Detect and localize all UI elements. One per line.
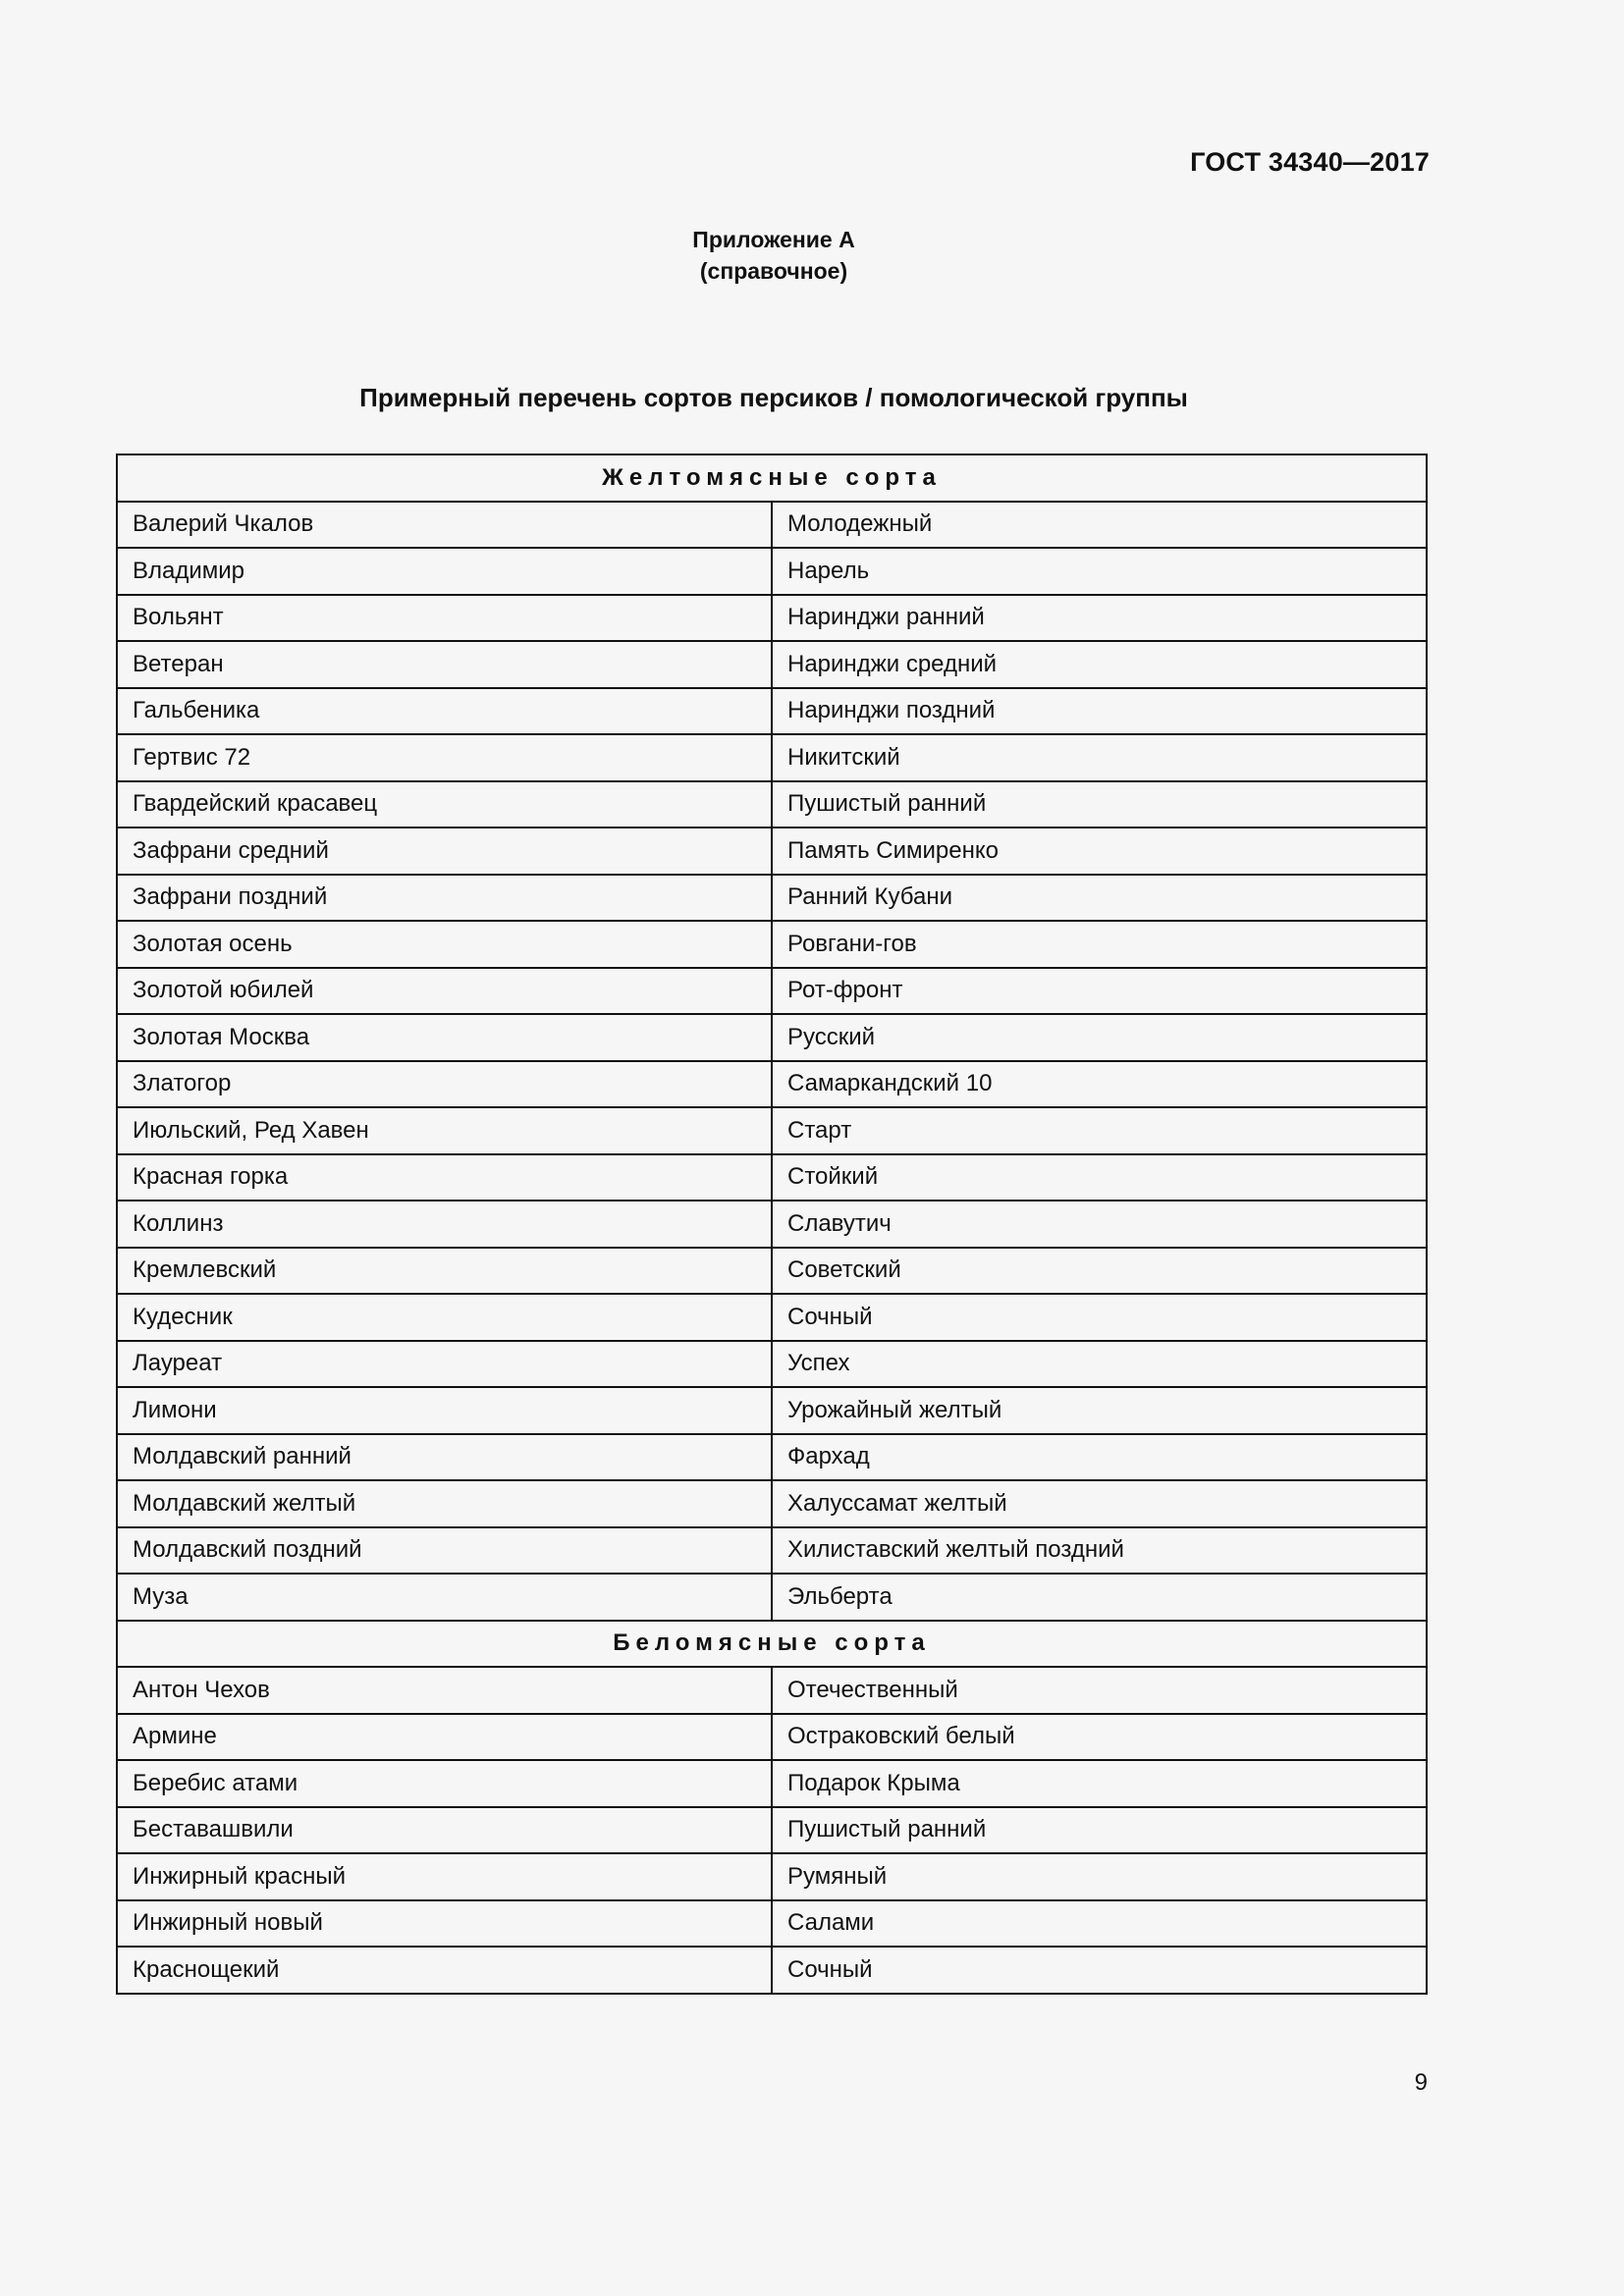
- variety-cell-left: Красная горка: [117, 1154, 772, 1201]
- variety-cell-right: Сочный: [772, 1947, 1427, 1994]
- table-row: [117, 1760, 1427, 1807]
- appendix-heading: [0, 224, 1547, 287]
- table-row: [117, 1574, 1427, 1621]
- table-row: [117, 1107, 1427, 1154]
- variety-cell-right: Русский: [772, 1014, 1427, 1061]
- table-row: [117, 734, 1427, 781]
- page-number: 9: [1414, 2069, 1428, 2096]
- variety-cell-right: Подарок Крыма: [772, 1760, 1427, 1807]
- appendix-title: Приложение А: [692, 227, 855, 252]
- variety-cell-right: Наринджи поздний: [772, 688, 1427, 735]
- variety-cell-left: Золотая осень: [117, 921, 772, 968]
- variety-cell-left: Инжирный новый: [117, 1900, 772, 1948]
- variety-cell-left: Золотой юбилей: [117, 968, 772, 1015]
- appendix-subtitle: (справочное): [699, 258, 848, 284]
- section-header-row: [117, 454, 1427, 502]
- variety-cell-left: Молдавский поздний: [117, 1527, 772, 1575]
- table-row: [117, 921, 1427, 968]
- table-row: [117, 1014, 1427, 1061]
- variety-cell-right: Наринджи ранний: [772, 595, 1427, 642]
- variety-cell-left: Молдавский желтый: [117, 1480, 772, 1527]
- variety-cell-right: Память Симиренко: [772, 828, 1427, 875]
- varieties-table-body: [117, 454, 1427, 1994]
- variety-cell-left: Армине: [117, 1714, 772, 1761]
- variety-cell-right: Пушистый ранний: [772, 781, 1427, 828]
- variety-cell-left: Антон Чехов: [117, 1667, 772, 1714]
- table-row: [117, 1154, 1427, 1201]
- variety-cell-right: Остраковский белый: [772, 1714, 1427, 1761]
- variety-cell-left: Гертвис 72: [117, 734, 772, 781]
- variety-cell-left: Зафрани средний: [117, 828, 772, 875]
- table-row: [117, 1294, 1427, 1341]
- variety-cell-right: Эльберта: [772, 1574, 1427, 1621]
- variety-cell-left: Муза: [117, 1574, 772, 1621]
- variety-cell-left: Краснощекий: [117, 1947, 772, 1994]
- variety-cell-right: Нарель: [772, 548, 1427, 595]
- variety-cell-left: Владимир: [117, 548, 772, 595]
- page-title: Примерный перечень сортов персиков / помологической группы: [359, 383, 1188, 412]
- table-row: [117, 968, 1427, 1015]
- variety-cell-right: Урожайный желтый: [772, 1387, 1427, 1434]
- variety-cell-right: Ранний Кубани: [772, 875, 1427, 922]
- variety-cell-left: Золотая Москва: [117, 1014, 772, 1061]
- document-code: ГОСТ 34340—2017: [1190, 147, 1430, 177]
- variety-cell-right: Пушистый ранний: [772, 1807, 1427, 1854]
- variety-cell-left: Валерий Чкалов: [117, 502, 772, 549]
- table-row: [117, 1434, 1427, 1481]
- variety-cell-left: Инжирный красный: [117, 1853, 772, 1900]
- varieties-table: [116, 454, 1428, 1995]
- variety-cell-right: Халуссамат желтый: [772, 1480, 1427, 1527]
- table-row: [117, 1201, 1427, 1248]
- variety-cell-left: Кремлевский: [117, 1248, 772, 1295]
- table-row: [117, 548, 1427, 595]
- variety-cell-left: Коллинз: [117, 1201, 772, 1248]
- section-header-row: [117, 1621, 1427, 1668]
- table-row: [117, 1341, 1427, 1388]
- variety-cell-left: Беставашвили: [117, 1807, 772, 1854]
- variety-cell-right: Ровгани-гов: [772, 921, 1427, 968]
- variety-cell-left: Гвардейский красавец: [117, 781, 772, 828]
- variety-cell-right: Фархад: [772, 1434, 1427, 1481]
- variety-cell-left: Кудесник: [117, 1294, 772, 1341]
- variety-cell-right: Румяный: [772, 1853, 1427, 1900]
- variety-cell-left: Беребис атами: [117, 1760, 772, 1807]
- variety-cell-right: Рот-фронт: [772, 968, 1427, 1015]
- variety-cell-right: Никитский: [772, 734, 1427, 781]
- variety-cell-right: Советский: [772, 1248, 1427, 1295]
- table-row: [117, 1714, 1427, 1761]
- table-row: [117, 1248, 1427, 1295]
- variety-cell-right: Стойкий: [772, 1154, 1427, 1201]
- table-row: [117, 595, 1427, 642]
- table-row: [117, 828, 1427, 875]
- variety-cell-left: Июльский, Ред Хавен: [117, 1107, 772, 1154]
- variety-cell-right: Самаркандский 10: [772, 1061, 1427, 1108]
- table-row: [117, 1480, 1427, 1527]
- variety-cell-left: Зафрани поздний: [117, 875, 772, 922]
- table-row: [117, 1900, 1427, 1948]
- variety-cell-right: Наринджи средний: [772, 641, 1427, 688]
- table-row: [117, 1853, 1427, 1900]
- variety-cell-right: Старт: [772, 1107, 1427, 1154]
- variety-cell-right: Славутич: [772, 1201, 1427, 1248]
- variety-cell-left: Лимони: [117, 1387, 772, 1434]
- table-row: [117, 502, 1427, 549]
- variety-cell-left: Лауреат: [117, 1341, 772, 1388]
- variety-cell-left: Златогор: [117, 1061, 772, 1108]
- variety-cell-left: Ветеран: [117, 641, 772, 688]
- variety-cell-right: Молодежный: [772, 502, 1427, 549]
- section-heading: Беломясные сорта: [117, 1621, 1427, 1668]
- variety-cell-right: Хилиставский желтый поздний: [772, 1527, 1427, 1575]
- table-row: [117, 1667, 1427, 1714]
- variety-cell-right: Сочный: [772, 1294, 1427, 1341]
- variety-cell-left: Вольянт: [117, 595, 772, 642]
- table-row: [117, 1061, 1427, 1108]
- variety-cell-left: Молдавский ранний: [117, 1434, 772, 1481]
- table-row: [117, 641, 1427, 688]
- table-row: [117, 688, 1427, 735]
- table-row: [117, 1807, 1427, 1854]
- variety-cell-right: Успех: [772, 1341, 1427, 1388]
- table-row: [117, 1387, 1427, 1434]
- table-row: [117, 1947, 1427, 1994]
- table-row: [117, 875, 1427, 922]
- section-heading: Желтомясные сорта: [117, 454, 1427, 502]
- table-row: [117, 1527, 1427, 1575]
- variety-cell-left: Гальбеника: [117, 688, 772, 735]
- table-row: [117, 781, 1427, 828]
- variety-cell-right: Отечественный: [772, 1667, 1427, 1714]
- variety-cell-right: Салами: [772, 1900, 1427, 1948]
